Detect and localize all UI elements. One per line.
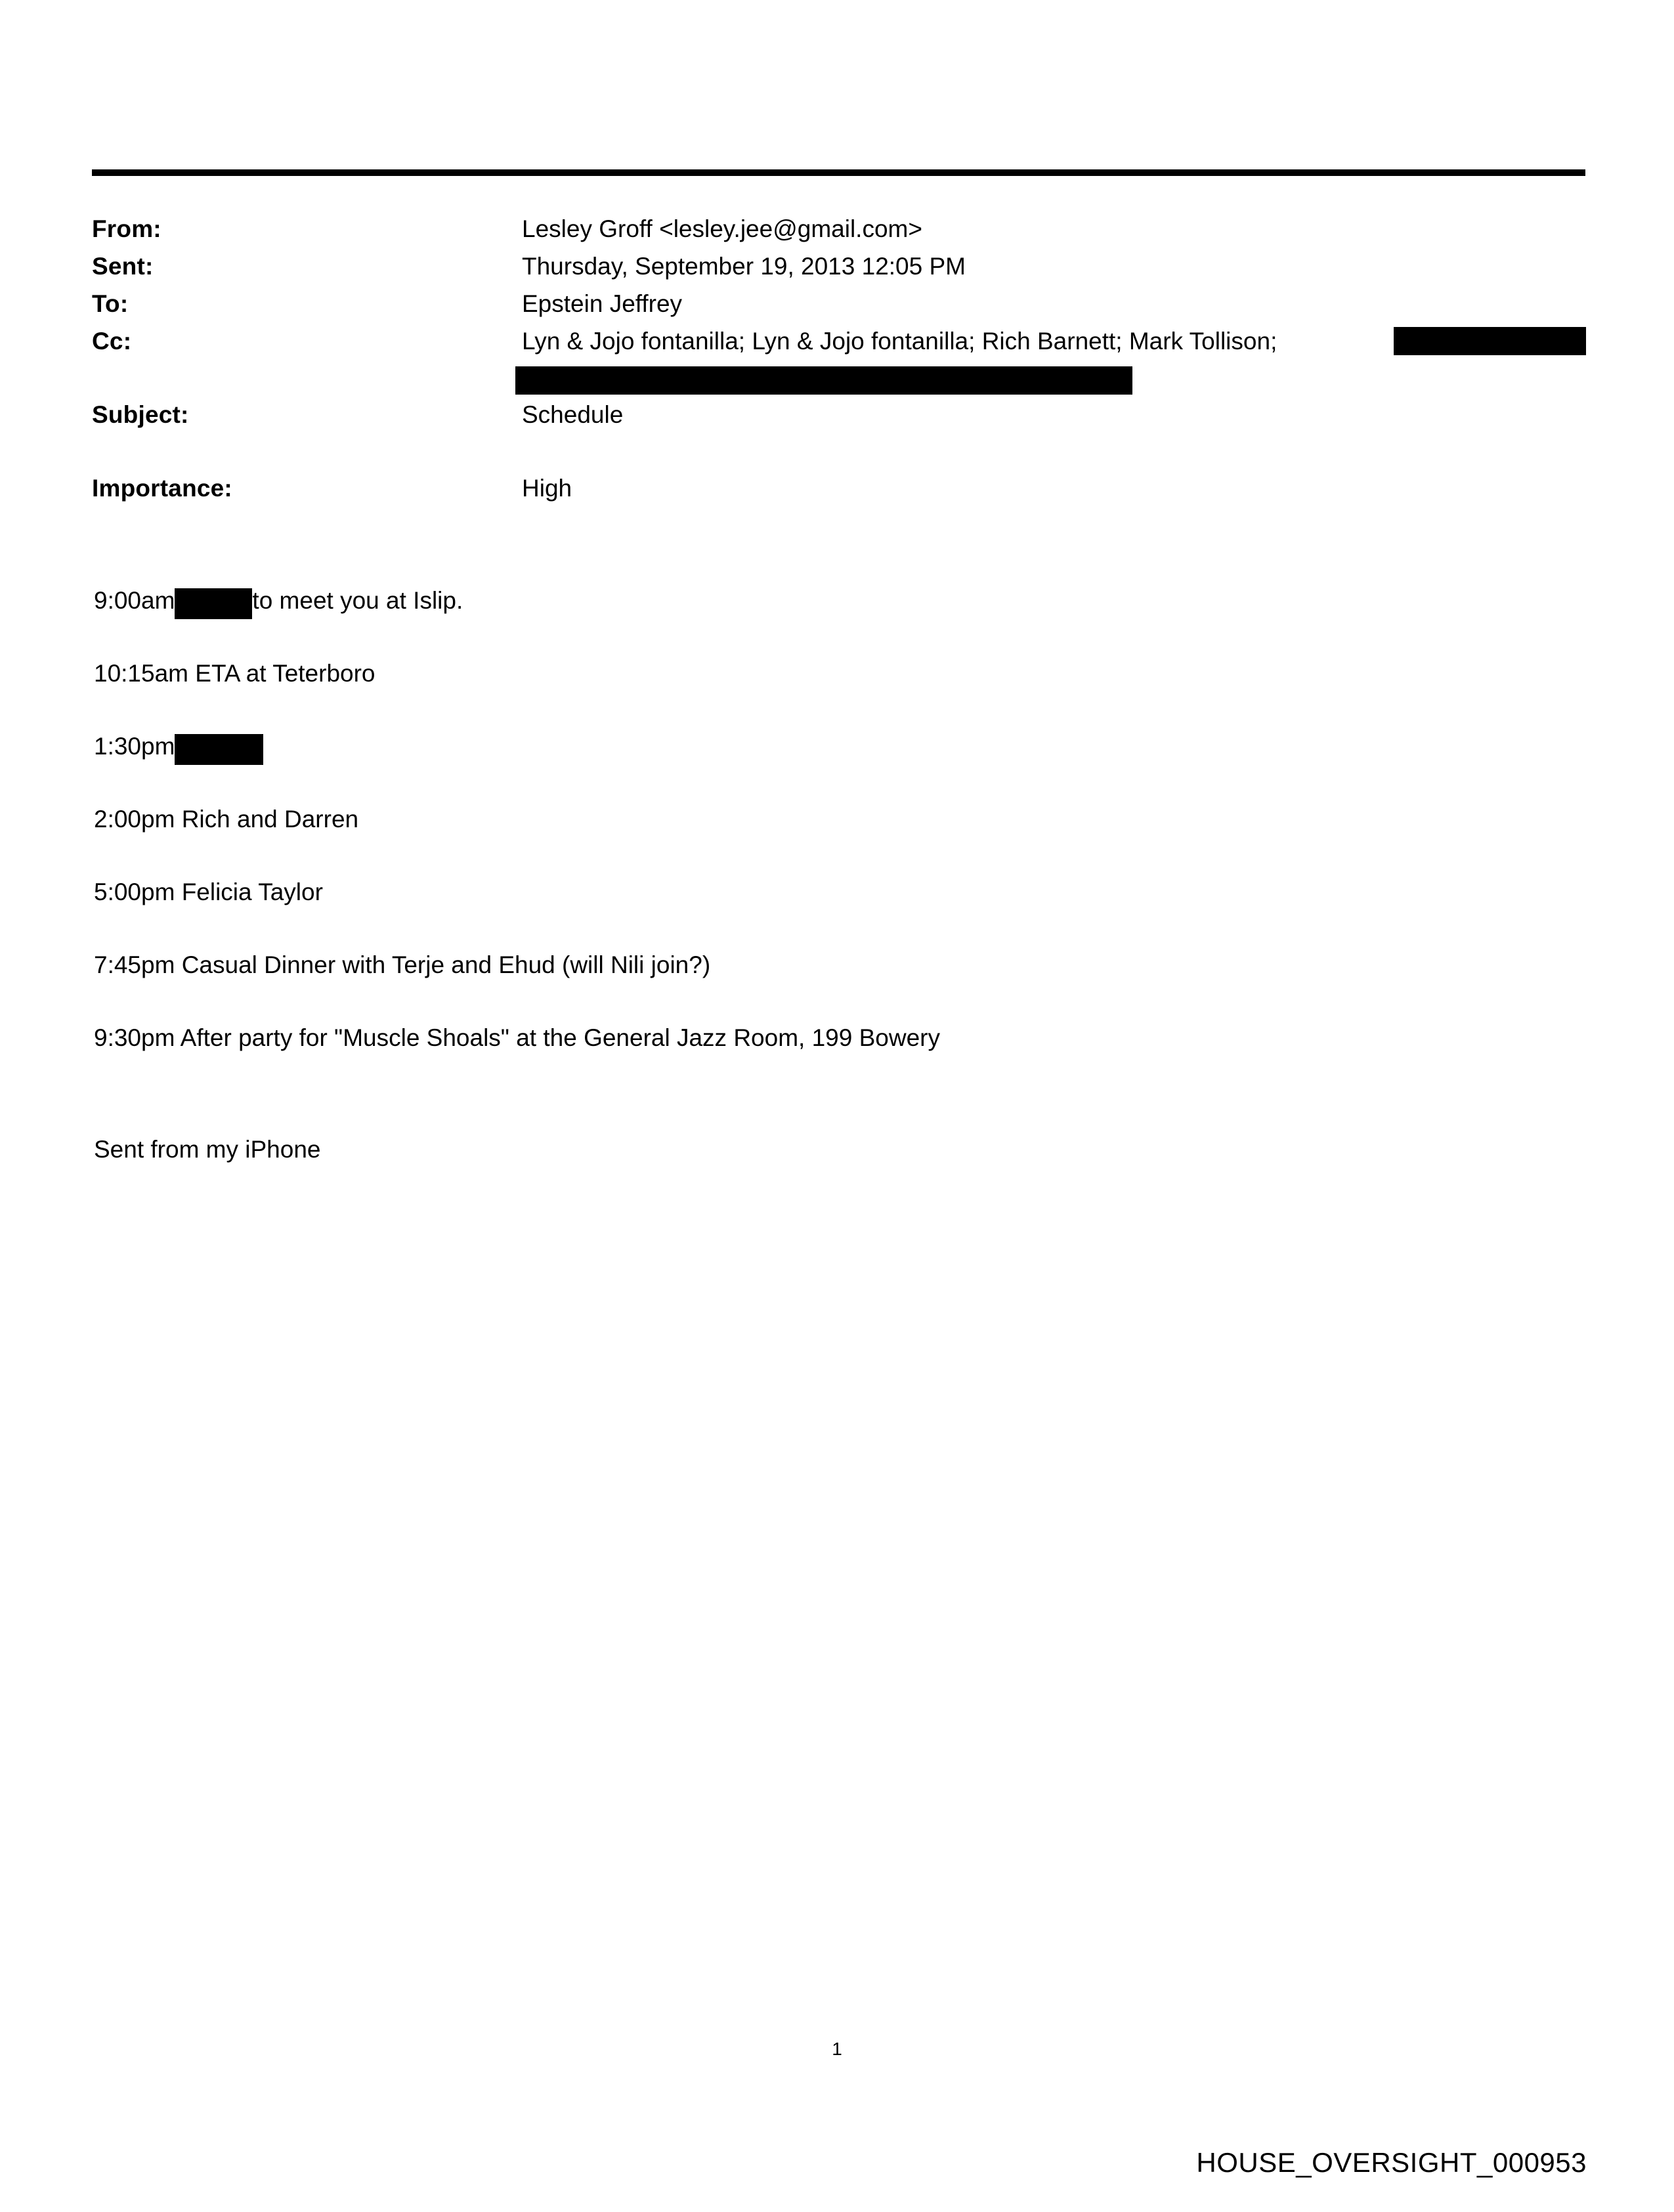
header-row-sent — [92, 248, 1589, 285]
body-line-2-pre: 10:15am ETA at Teterboro — [94, 660, 376, 687]
header-label-sent: Sent: — [92, 253, 154, 280]
body-line-1-post: to meet you at Islip. — [252, 587, 463, 614]
email-body — [94, 584, 1591, 1095]
header-value-from: Lesley Groff <lesley.jee@gmail.com> — [522, 215, 922, 242]
body-line-7 — [94, 1022, 1591, 1095]
page-number: 1 — [832, 2039, 842, 2059]
body-line-6-pre: 7:45pm Casual Dinner with Terje and Ehud (will Nili join?) — [94, 951, 711, 978]
header-row-importance — [92, 469, 1589, 507]
header-label-importance: Importance: — [92, 475, 232, 502]
header-value-to: Epstein Jeffrey — [522, 290, 683, 317]
redaction-bar-cc-recipients — [1394, 327, 1586, 355]
header-divider-rule — [92, 169, 1585, 176]
header-value-importance: High — [522, 475, 572, 502]
body-line-6 — [94, 949, 1591, 1022]
header-label-subject: Subject: — [92, 401, 189, 428]
bates-number: HOUSE_OVERSIGHT_000953 — [1196, 2147, 1587, 2178]
header-label-to: To: — [92, 290, 129, 317]
body-line-7-pre: 9:30pm After party for "Muscle Shoals" at the General Jazz Room, 199 Bowery — [94, 1024, 940, 1051]
body-line-1 — [94, 584, 1591, 657]
body-line-4 — [94, 803, 1591, 876]
redaction-bar-body-1 — [175, 588, 252, 619]
header-row-subject — [92, 396, 1589, 433]
redaction-bar-cc-overflow — [515, 366, 1132, 395]
redaction-bar-body-3 — [175, 734, 263, 765]
header-label-cc: Cc: — [92, 328, 132, 355]
header-row-from — [92, 210, 1589, 248]
email-signature: Sent from my iPhone — [94, 1136, 321, 1163]
body-line-3-pre: 1:30pm — [94, 733, 175, 760]
header-row-cc — [92, 322, 1589, 360]
body-line-5-pre: 5:00pm Felicia Taylor — [94, 878, 323, 905]
header-value-subject: Schedule — [522, 401, 624, 428]
body-line-2 — [94, 657, 1591, 730]
body-line-3 — [94, 730, 1591, 803]
header-row-to — [92, 285, 1589, 322]
header-value-sent: Thursday, September 19, 2013 12:05 PM — [522, 253, 966, 280]
body-line-5 — [94, 876, 1591, 949]
email-header-block — [92, 210, 1589, 507]
header-value-cc: Lyn & Jojo fontanilla; Lyn & Jojo fontanilla; Rich Barnett; Mark Tollison; — [522, 328, 1277, 355]
header-label-from: From: — [92, 215, 161, 242]
body-line-1-pre: 9:00am — [94, 587, 175, 614]
body-line-4-pre: 2:00pm Rich and Darren — [94, 806, 359, 833]
